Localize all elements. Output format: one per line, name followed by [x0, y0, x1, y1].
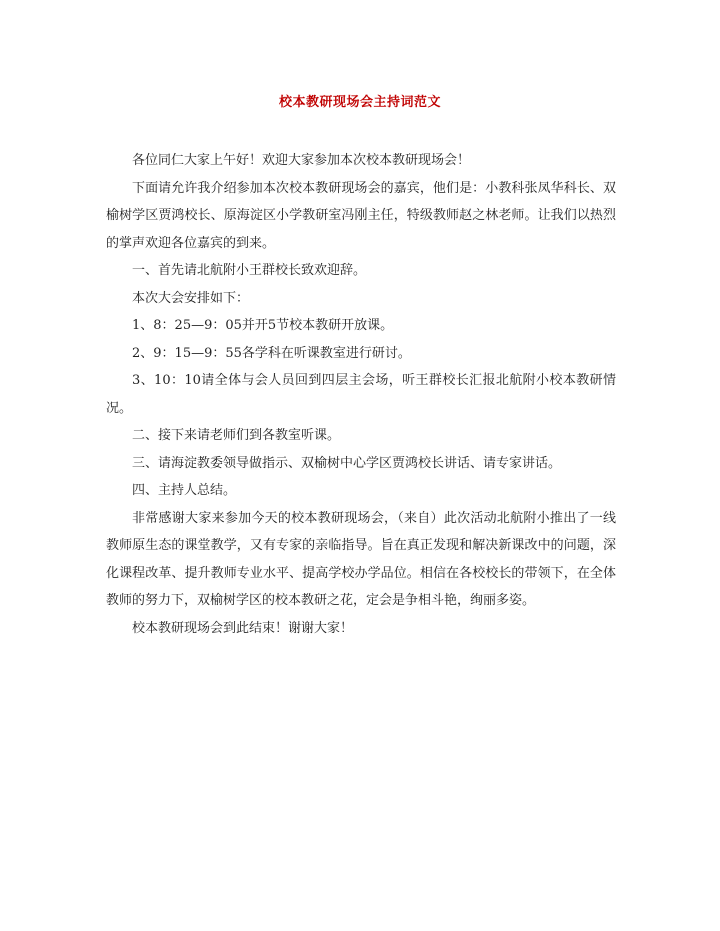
paragraph-item-4: 四、主持人总结。: [132, 483, 237, 498]
paragraph-schedule-2: 2、9：15—9：55各学科在听课教室进行研讨。: [132, 345, 411, 361]
paragraph-schedule-1: 1、8：25—9：05并开5节校本教研开放课。: [132, 318, 394, 333]
paragraph-schedule-3: 3、10：10请全体与会人员回到四层主会场，听王群校长汇报北航附小校本教研情况。: [106, 373, 616, 416]
paragraph-item-2: 二、接下来请老师们到各教室听课。: [132, 428, 341, 443]
paragraph-guests: 下面请允许我介绍参加本次校本教研现场会的嘉宾，他们是：小教科张凤华科长、双榆树学区贾鸿校长、原海淀区小学教研室冯刚主任，特级教师赵之林老师。让我们以热烈的掌声欢迎各位嘉宾的到来。: [106, 180, 616, 251]
paragraph-closing: 校本教研现场会到此结束！谢谢大家！: [132, 620, 354, 636]
paragraph-thanks: 非常感谢大家来参加今天的校本教研现场会，（来自）此次活动北航附小推出了一线教师原生态的课堂教学，又有专家的亲临指导。旨在真正发现和解决新课改中的问题，深化课程改革、提升教师专业水平、提高学校办学品位。相信在各校校长的带领下，在全体教师的努力下，双榆树学区的校本教研之花，定会是争相斗艳，绚丽多姿。: [106, 510, 616, 608]
paragraph-schedule-heading: 本次大会安排如下：: [132, 290, 250, 306]
paragraph-greeting: 各位同仁大家上午好！欢迎大家参加本次校本教研现场会！: [132, 153, 471, 168]
paragraph-item-3: 三、请海淀教委领导做指示、双榆树中心学区贾鸿校长讲话、请专家讲话。: [132, 455, 562, 471]
document-body: [106, 147, 616, 642]
paragraph-item-1: 一、首先请北航附小王群校长致欢迎辞。: [132, 263, 367, 278]
document-title: 校本教研现场会主持词范文: [278, 95, 441, 110]
